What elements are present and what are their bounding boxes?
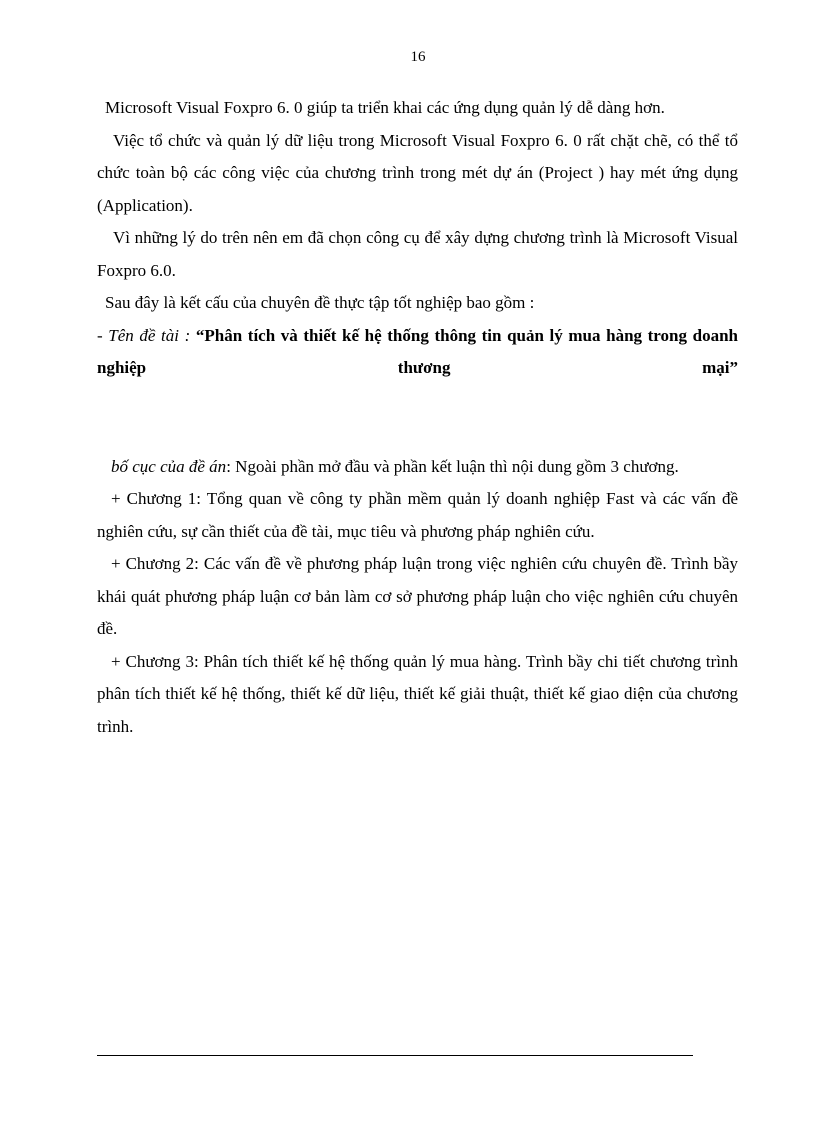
layout-label: bố cục của đề án bbox=[111, 456, 227, 476]
chapter-2-paragraph: + Chương 2: Các vấn đề về phương pháp luận trong việc nghiên cứu chuyên đề. Trình bầy khái quát phương pháp luận cơ bản làm cơ sở phương pháp luận cho việc nghiên cứu chuyên đề. bbox=[97, 554, 738, 638]
layout-paragraph bbox=[97, 451, 738, 484]
paragraph-tool-choice: Vì những lý do trên nên em đã chọn công cụ để xây dựng chương trình là Microsoft Visual Foxpro 6.0. bbox=[97, 228, 738, 280]
topic-paragraph bbox=[97, 320, 738, 385]
layout-text: : Ngoài phần mở đầu và phần kết luận thì nội dung gồm 3 chương. bbox=[226, 456, 679, 476]
paragraph-data-management: Việc tổ chức và quản lý dữ liệu trong Microsoft Visual Foxpro 6. 0 rất chặt chẽ, có thể tổ chức toàn bộ các công việc của chương trình trong mét dự án (Project ) hay mét ứng dụng (Application). bbox=[97, 130, 738, 215]
paragraph-structure-intro: Sau đây là kết cấu của chuyên đề thực tập tốt nghiệp bao gồm : bbox=[105, 293, 535, 312]
blank-space bbox=[97, 385, 738, 451]
chapter-3-paragraph: + Chương 3: Phân tích thiết kế hệ thống quản lý mua hàng. Trình bầy chi tiết chương trình phân tích thiết kế hệ thống, thiết kế dữ liệu, thiết kế giải thuật, thiết kế giao diện của chương trình. bbox=[97, 651, 738, 736]
page-number: 16 bbox=[410, 49, 426, 65]
document-body bbox=[97, 92, 738, 743]
footer-rule bbox=[97, 1055, 693, 1056]
topic-label: - Tên đề tài : bbox=[97, 325, 196, 345]
paragraph-intro: Microsoft Visual Foxpro 6. 0 giúp ta triển khai các ứng dụng quản lý dễ dàng hơn. bbox=[105, 98, 665, 117]
topic-title: “Phân tích và thiết kế hệ thống thông tin quản lý mua hàng trong doanh nghiệp thương mại” bbox=[97, 325, 738, 377]
chapter-1-paragraph: + Chương 1: Tổng quan về công ty phần mềm quản lý doanh nghiệp Fast và các vấn đề nghiên cứu, sự cần thiết của đề tài, mục tiêu và phương pháp nghiên cứu. bbox=[97, 489, 738, 541]
